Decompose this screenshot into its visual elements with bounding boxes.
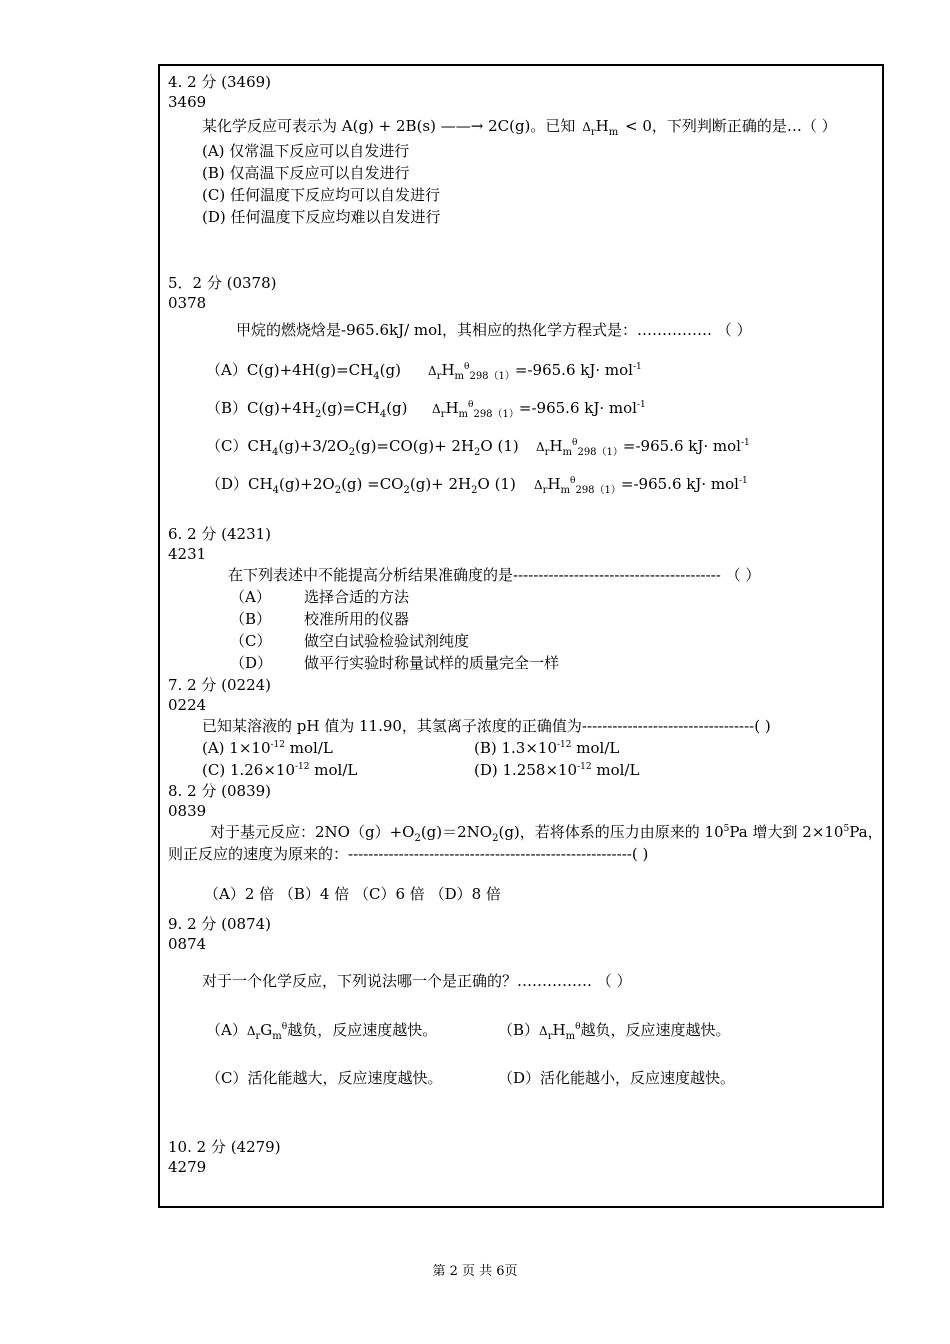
q5-option-b: $(B)C(g)+4H_2(g)=CH_4(g)$	[206, 399, 408, 420]
q5-option-d: $(D)CH_4(g)+2O_2(g) =CO_2(g)+ 2H_2O$ (1)	[206, 475, 516, 496]
q8-stem-line2: 则正反应的速度为原来的：--------------------------------------------------------( )	[168, 845, 649, 863]
q4-stem-text: 某化学反应可表示为 A(g) + 2B(s) ——→ 2C(g)。已知	[202, 117, 576, 135]
unit: mol/L	[285, 739, 333, 757]
q6-option-d-label: （D）	[230, 654, 273, 672]
q8-stem: 对于基元反应：$2NO(g)+O_2(g)=2NO_2(g)$，若将体系的压力由原来的 $10^5Pa$ 增大到 $2\times 10^5Pa$，	[210, 823, 883, 844]
q9-option-c: （C）活化能越大，反应速度越快。	[206, 1069, 443, 1087]
exponent: -12	[557, 740, 572, 750]
q6-option-b-label: （B）	[230, 610, 272, 628]
q7-option-d	[474, 760, 639, 780]
delta-h-symbol: $\Delta_rH_m$	[582, 117, 619, 138]
q9-option-a-text: 越负，反应速度越快。	[287, 1021, 438, 1039]
q6-code: 4231	[168, 545, 207, 563]
unit: mol/L	[571, 739, 620, 757]
q6-option-b-text: 校准所用的仪器	[304, 610, 410, 628]
q5-option-c: $(C)CH_4(g)+3/2O_2(g)=CO(g)+ 2H_2O$ (1)	[206, 437, 519, 458]
q7-option-d-base: (D) 1.258×10	[474, 761, 578, 779]
q7-option-c	[202, 760, 357, 780]
q6-option-d-text: 做平行实验时称量试样的质量完全一样	[304, 654, 560, 672]
q9-option-a: $(A)\Delta_rG_m^\theta$越负，反应速度越快。	[206, 1021, 438, 1042]
q5-option-c-enthalpy: $\Delta_rH_m^\theta_{298(1)}=-965.6$ kJ· mol$^{-1}$	[536, 437, 750, 458]
exponent: -12	[270, 740, 286, 750]
q6-header: 6. 2 分 (4231)	[168, 525, 272, 543]
q9-option-b-text: 越负，反应速度越快。	[580, 1021, 731, 1039]
q7-option-a	[202, 738, 333, 758]
q5-option-a: $(A)C(g)+4H(g)=CH_4(g)$	[206, 361, 401, 382]
q5-rhs-a: =-965.6 kJ· mol	[514, 361, 633, 379]
q6-option-a-label: （A）	[230, 588, 271, 606]
q5-rhs-c: =-965.6 kJ· mol	[622, 437, 741, 455]
exponent: -12	[295, 762, 310, 772]
q7-option-a-base: (A) 1×10	[202, 739, 271, 757]
q9-stem: 对于一个化学反应，下列说法哪一个是正确的？…………… （ ）	[202, 972, 632, 990]
q4-option-d: (D) 任何温度下反应均难以自发进行	[202, 208, 441, 226]
q8-options: （A）2 倍 （B）4 倍 （C）6 倍 （D）8 倍	[204, 885, 501, 903]
q8-code: 0839	[168, 802, 207, 820]
q5-code: 0378	[168, 294, 207, 312]
q7-code: 0224	[168, 696, 207, 714]
q5-option-a-enthalpy: $\Delta_rH_m^\theta_{298(1)}=-965.6$ kJ· mol$^{-1}$	[428, 361, 642, 382]
q4-option-a: (A) 仅常温下反应可以自发进行	[202, 142, 410, 160]
q4-option-b: (B) 仅高温下反应可以自发进行	[202, 164, 410, 182]
q6-option-c-text: 做空白试验检验试剂纯度	[304, 632, 470, 650]
q4-stem	[202, 116, 837, 137]
page-footer: 第 2 页 共 6页	[432, 1264, 518, 1279]
q4-stem-tail: < 0，下列判断正确的是…（ ）	[625, 117, 837, 135]
q6-option-c-label: （C）	[230, 632, 272, 650]
q7-option-c-base: (C) 1.26×10	[202, 761, 296, 779]
q9-option-b: $(B)\Delta_rH_m^\theta$越负，反应速度越快。	[498, 1021, 731, 1042]
q10-code: 4279	[168, 1158, 207, 1176]
q4-code: 3469	[168, 93, 207, 111]
q9-header: 9. 2 分 (0874)	[168, 915, 272, 933]
q4-option-c: (C) 任何温度下反应均可以自发进行	[202, 186, 440, 204]
q5-rhs-b: =-965.6 kJ· mol	[518, 399, 637, 417]
unit: mol/L	[309, 761, 358, 779]
q5-rhs-d: =-965.6 kJ· mol	[620, 475, 739, 493]
q6-stem: 在下列表述中不能提高分析结果准确度的是----------------------------------------- （ ）	[228, 566, 761, 584]
exponent: -12	[577, 762, 592, 772]
q6-option-a-text: 选择合适的方法	[304, 588, 410, 606]
q5-header: 5．2 分 (0378)	[168, 274, 277, 292]
q5-option-b-enthalpy: $\Delta_rH_m^\theta_{298(1)}=-965.6$ kJ· mol$^{-1}$	[432, 399, 646, 420]
q9-code: 0874	[168, 935, 207, 953]
q10-header: 10. 2 分 (4279)	[168, 1138, 281, 1156]
q7-header: 7. 2 分 (0224)	[168, 676, 272, 694]
q5-stem: 甲烷的燃烧焓是-965.6kJ/ mol，其相应的热化学方程式是：…………… （ ）	[236, 321, 752, 339]
q7-option-b-base: (B) 1.3×10	[474, 739, 558, 757]
q7-stem: 已知某溶液的 pH 值为 11.90，其氢离子浓度的正确值为----------------------------------( )	[202, 717, 771, 735]
unit: mol/L	[591, 761, 640, 779]
q8-header: 8. 2 分 (0839)	[168, 782, 272, 800]
q9-option-d: （D）活化能越小，反应速度越快。	[498, 1069, 736, 1087]
q4-header: 4. 2 分 (3469)	[168, 73, 272, 91]
q7-option-b	[474, 738, 619, 758]
q5-option-d-enthalpy: $\Delta_rH_m^\theta_{298(1)}=-965.6$ kJ· mol$^{-1}$	[534, 475, 748, 496]
